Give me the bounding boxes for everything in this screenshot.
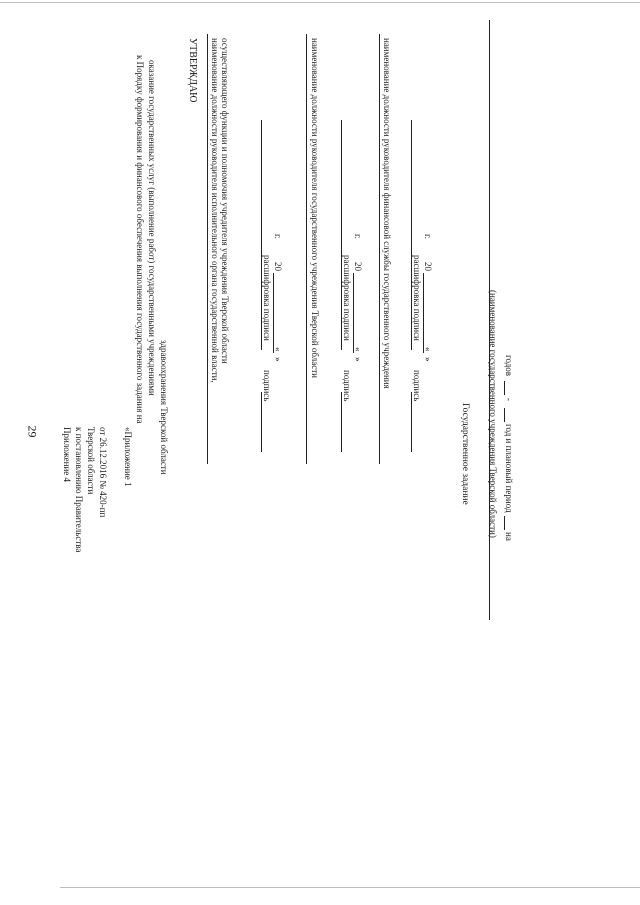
- block3-date-suffix: г.: [423, 234, 433, 239]
- institution-caption: (наименование государственного учреждения Тверской области): [488, 290, 498, 538]
- block2-date-suffix: г.: [353, 234, 363, 239]
- block1-date-line: [273, 273, 274, 353]
- period-prefix: на: [504, 532, 514, 541]
- assignment-title: Государственное задание: [460, 403, 470, 505]
- block2-date-year: 20: [353, 262, 363, 271]
- period-start-blank: [504, 408, 505, 422]
- period-middle: год и плановый период: [504, 424, 514, 513]
- block2-date-open: «: [353, 347, 363, 352]
- appendix-line-4: от 26.12.2016 № 420-пп: [98, 427, 108, 518]
- block1-date-suffix: г.: [273, 234, 283, 239]
- block1-caption-line-2: осуществляющего функции и полномочия учредителя учреждения Тверской области: [220, 38, 230, 364]
- block1-date-year: 20: [273, 262, 283, 271]
- block3-date-close: »: [423, 357, 433, 362]
- block2-caption-line-1: наименование должности руководителя государственного учреждения Тверской области: [310, 38, 320, 378]
- appendix-line-1: Приложение 4: [62, 427, 72, 483]
- block2-date-line: [353, 273, 354, 353]
- block3-caption-line-1: наименование должности руководителя финансовой службы государственного учреждения: [382, 38, 392, 389]
- block1-date-open: «: [273, 347, 283, 352]
- block1-signature-label: подпись: [262, 370, 272, 402]
- approve-label: УТВЕРЖДАЮ: [187, 38, 198, 103]
- appendix-line-2: к постановлению Правительства: [74, 427, 84, 553]
- page-number: 29: [25, 425, 40, 438]
- block2-decode-label: расшифровка подписи: [342, 255, 352, 341]
- appendix-line-3: Тверской области: [86, 427, 96, 495]
- block1-caption-line-1: наименование должности руководителя исполнительного органа государственной власти,: [210, 38, 220, 383]
- scan-edge-top: [0, 2, 640, 3]
- block3-date-line: [423, 273, 424, 353]
- attachment-line-3: оказание государственных услуг (выполнение работ) государственными учреждениями: [147, 60, 157, 396]
- attachment-line-4: здравоохранения Тверской области: [159, 340, 169, 475]
- period-year-blank: [504, 516, 505, 530]
- attachment-line-1: «Приложение 1: [123, 427, 133, 487]
- block3-date-year: 20: [423, 262, 433, 271]
- block2-position-line: [306, 34, 307, 464]
- attachment-line-2: к Порядку формирования и финансового обеспечения выполнения государственного задания на: [135, 55, 145, 424]
- block1-position-line: [207, 34, 208, 464]
- block2-signature-label: подпись: [342, 370, 352, 402]
- block1-decode-label: расшифровка подписи: [262, 255, 272, 341]
- period-end-blank: [504, 381, 505, 395]
- block1-date-close: »: [273, 357, 283, 362]
- block3-decode-label: расшифровка подписи: [412, 255, 422, 341]
- scan-edge-bottom: [60, 887, 640, 888]
- block3-date-open: «: [423, 347, 433, 352]
- period-suffix: годов: [504, 355, 514, 377]
- block2-date-close: »: [353, 357, 363, 362]
- period-dash: -: [504, 398, 514, 401]
- block3-signature-label: подпись: [412, 370, 422, 402]
- block3-position-line: [379, 34, 380, 464]
